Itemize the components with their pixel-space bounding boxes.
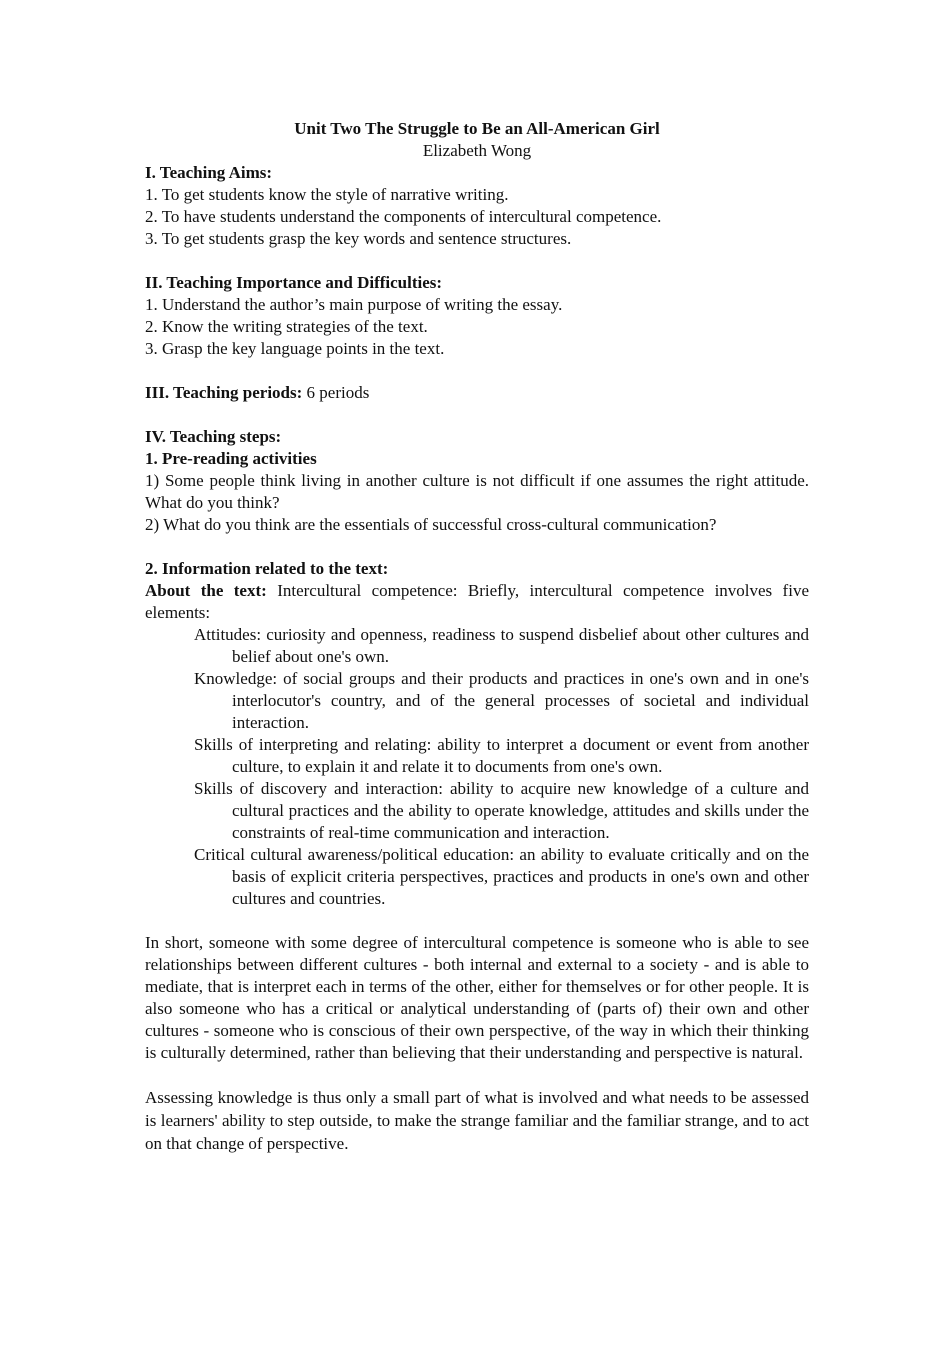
competence-element: Skills of interpreting and relating: ability to interpret a document or event from another culture, to explain it and relate it to documents from one's own. [194,735,809,776]
spacer [145,250,809,272]
spacer [145,536,809,558]
periods-line [145,382,809,404]
competence-element: Knowledge: of social groups and their products and practices in one's own and in one's interlocutor's country, and of the general processes of societal and individual interaction. [194,669,809,732]
aims-item: 3. To get students grasp the key words and sentence structures. [145,229,572,248]
prereading-heading: 1. Pre-reading activities [145,449,317,468]
spacer [145,1064,809,1086]
competence-element: Attitudes: curiosity and openness, readiness to suspend disbelief about other cultures and belief about one's own. [194,625,809,666]
competence-element: Critical cultural awareness/political education: an ability to evaluate critically and on the basis of explicit criteria perspectives, practices and products in one's own and other cultures and countries. [194,845,809,908]
info-heading: 2. Information related to the text: [145,559,389,578]
steps-heading: IV. Teaching steps: [145,427,282,446]
about-text: Intercultural competence: Briefly, intercultural competence involves five elements: [145,581,809,622]
summary-paragraph: In short, someone with some degree of intercultural competence is someone who is able to see relationships between different cultures - both internal and external to a society - and is able to mediate, that is interpret each in terms of the other, either for themselves or for other people. It is also someone who has a critical or analytical understanding of (parts of) their own and other cultures - someone who is conscious of their own perspective, of the way in which their thinking is culturally determined, rather than believing that their understanding and perspective is natural. [145,933,809,1062]
spacer [145,360,809,382]
periods-heading: III. Teaching periods: [145,383,303,402]
prereading-question: 2) What do you think are the essentials of successful cross-cultural communication? [145,515,717,534]
importance-item: 1. Understand the author’s main purpose of writing the essay. [145,295,563,314]
document-title: Unit Two The Struggle to Be an All-American Girl [294,119,660,138]
prereading-question: 1) Some people think living in another culture is not difficult if one assumes the right attitude. What do you think? [145,471,809,512]
assessing-paragraph: Assessing knowledge is thus only a small part of what is involved and what needs to be assessed is learners' ability to step outside, to make the strange familiar and the familiar strange, and to act on that change of perspective. [145,1088,809,1153]
about-text-paragraph [145,580,809,624]
periods-value: 6 periods [302,383,370,402]
competence-element: Skills of discovery and interaction: ability to acquire new knowledge of a culture and cultural practices and the ability to operate knowledge, attitudes and skills under the constraints of real-time communication and interaction. [194,779,809,842]
spacer [145,910,809,932]
aims-heading: I. Teaching Aims: [145,163,273,182]
aims-item: 1. To get students know the style of narrative writing. [145,185,509,204]
document-author: Elizabeth Wong [422,141,532,160]
spacer [145,404,809,426]
aims-item: 2. To have students understand the components of intercultural competence. [145,207,662,226]
document-body [145,118,809,1155]
importance-heading: II. Teaching Importance and Difficulties: [145,273,443,292]
importance-item: 3. Grasp the key language points in the text. [145,339,445,358]
about-label: About the text: [145,581,267,600]
importance-item: 2. Know the writing strategies of the text. [145,317,428,336]
